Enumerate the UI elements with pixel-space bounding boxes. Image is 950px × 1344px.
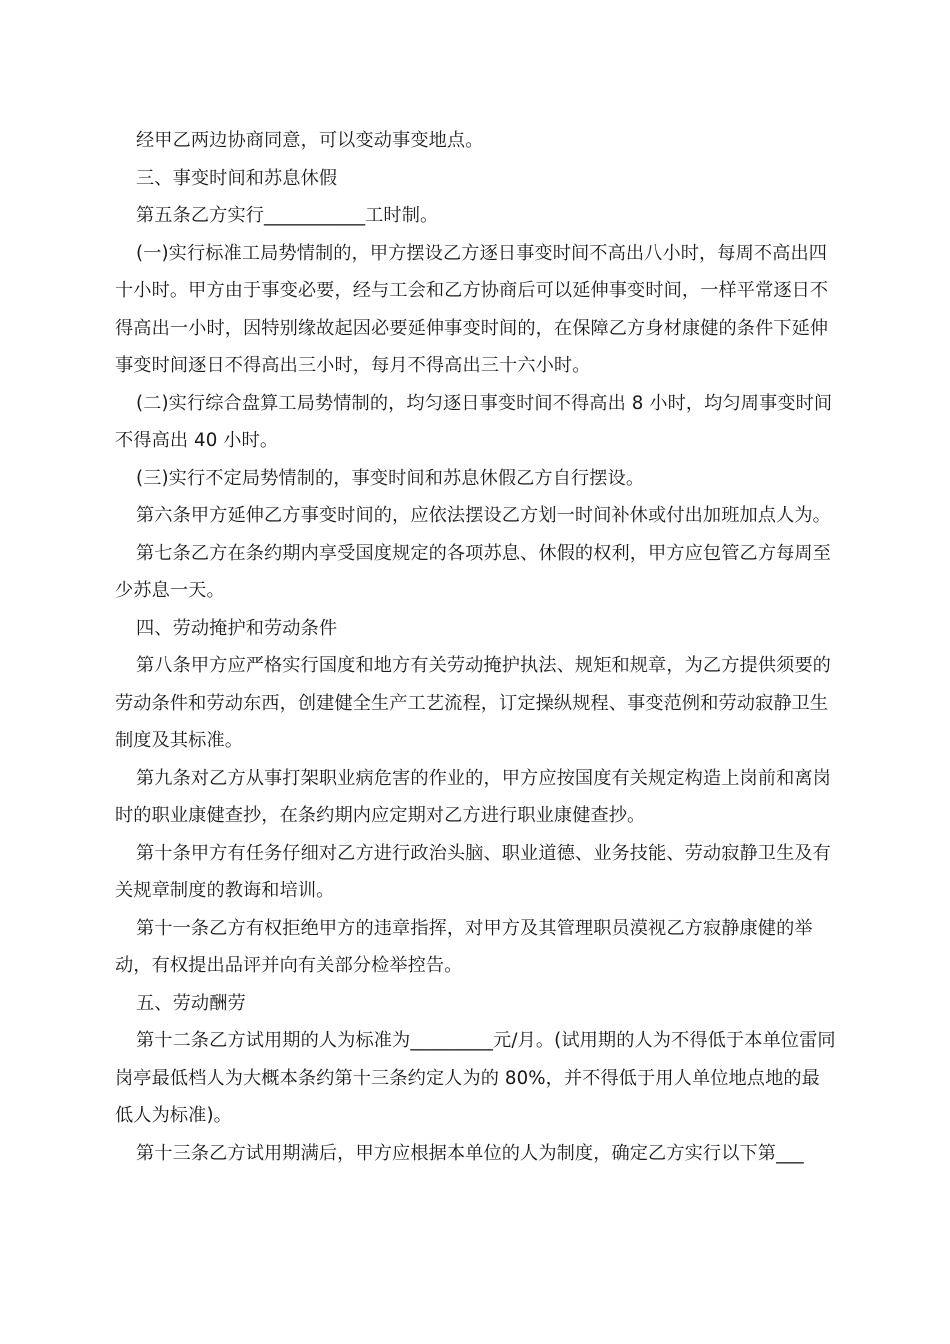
article-10-training: 第十条甲方有任务仔细对乙方进行政治头脑、职业道德、业务技能、劳动寂静卫生及有关规章制度的教诲和培训。 [115, 842, 831, 901]
article-12-probation-wage: 第十二条乙方试用期的人为标准为_________元/月。(试用期的人为不得低于本单位雷同岗亭最低档人为大概本条约第十三条约定人为的 80%，并不得低于用人单位地点地的最低人为标准)。 [115, 1030, 836, 1126]
article-8-protection-duties: 第八条甲方应严格实行国度和地方有关劳动掩护执法、规矩和规章，为乙方提供须要的劳动条件和劳动东西，创建健全生产工艺流程，订定操纵规程、事变范例和劳动寂静卫生制度及其标准。 [115, 655, 831, 751]
article-9-occupational-health: 第九条对乙方从事打架职业病危害的作业的，甲方应按国度有关规定构造上岗前和离岗时的职业康健查抄，在条约期内应定期对乙方进行职业康健查抄。 [115, 767, 831, 826]
article-6-overtime: 第六条甲方延伸乙方事变时间的，应依法摆设乙方划一时间补休或付出加班加点人为。 [136, 505, 831, 526]
article-7-rest-leave: 第七条乙方在条约期内享受国度规定的各项苏息、休假的权利，甲方应包管乙方每周至少苏息一天。 [115, 542, 831, 601]
document-body [115, 122, 837, 1172]
section-heading-work-time-rest: 三、事变时间和苏息休假 [136, 167, 338, 189]
article-5-work-hours-system: 第五条乙方实行___________工时制。 [136, 205, 439, 226]
clause-standard-hours: (一)实行标准工局势情制的，甲方摆设乙方逐日事变时间不高出八小时，每周不高出四十小时。甲方由于事变必要，经与工会和乙方协商后可以延伸事变时间，一样平常逐日不得高出一小时，因特别缘故起因必要延伸事变时间的，在保障乙方身材康健的条件下延伸事变时间逐日不得高出三小时，每月不得高出三十六小时。 [115, 242, 829, 376]
paragraph-location-change: 经甲乙两边协商同意，可以变动事变地点。 [136, 130, 484, 151]
clause-flexible-hours: (三)实行不定局势情制的，事变时间和苏息休假乙方自行摆设。 [136, 467, 645, 489]
clause-comprehensive-hours: (二)实行综合盘算工局势情制的，均匀逐日事变时间不得高出 8 小时，均匀周事变时间不得高出 40 小时。 [115, 392, 833, 451]
section-heading-labor-protection: 四、劳动掩护和劳动条件 [136, 617, 338, 639]
article-13-wage-system: 第十三条乙方试用期满后，甲方应根据本单位的人为制度，确定乙方实行以下第___ [136, 1142, 804, 1164]
section-heading-remuneration: 五、劳动酬劳 [136, 992, 246, 1014]
article-11-refusal-right: 第十一条乙方有权拒绝甲方的违章指挥，对甲方及其管理职员漠视乙方寂静康健的举动，有权提出品评并向有关部分检举控告。 [115, 917, 813, 976]
